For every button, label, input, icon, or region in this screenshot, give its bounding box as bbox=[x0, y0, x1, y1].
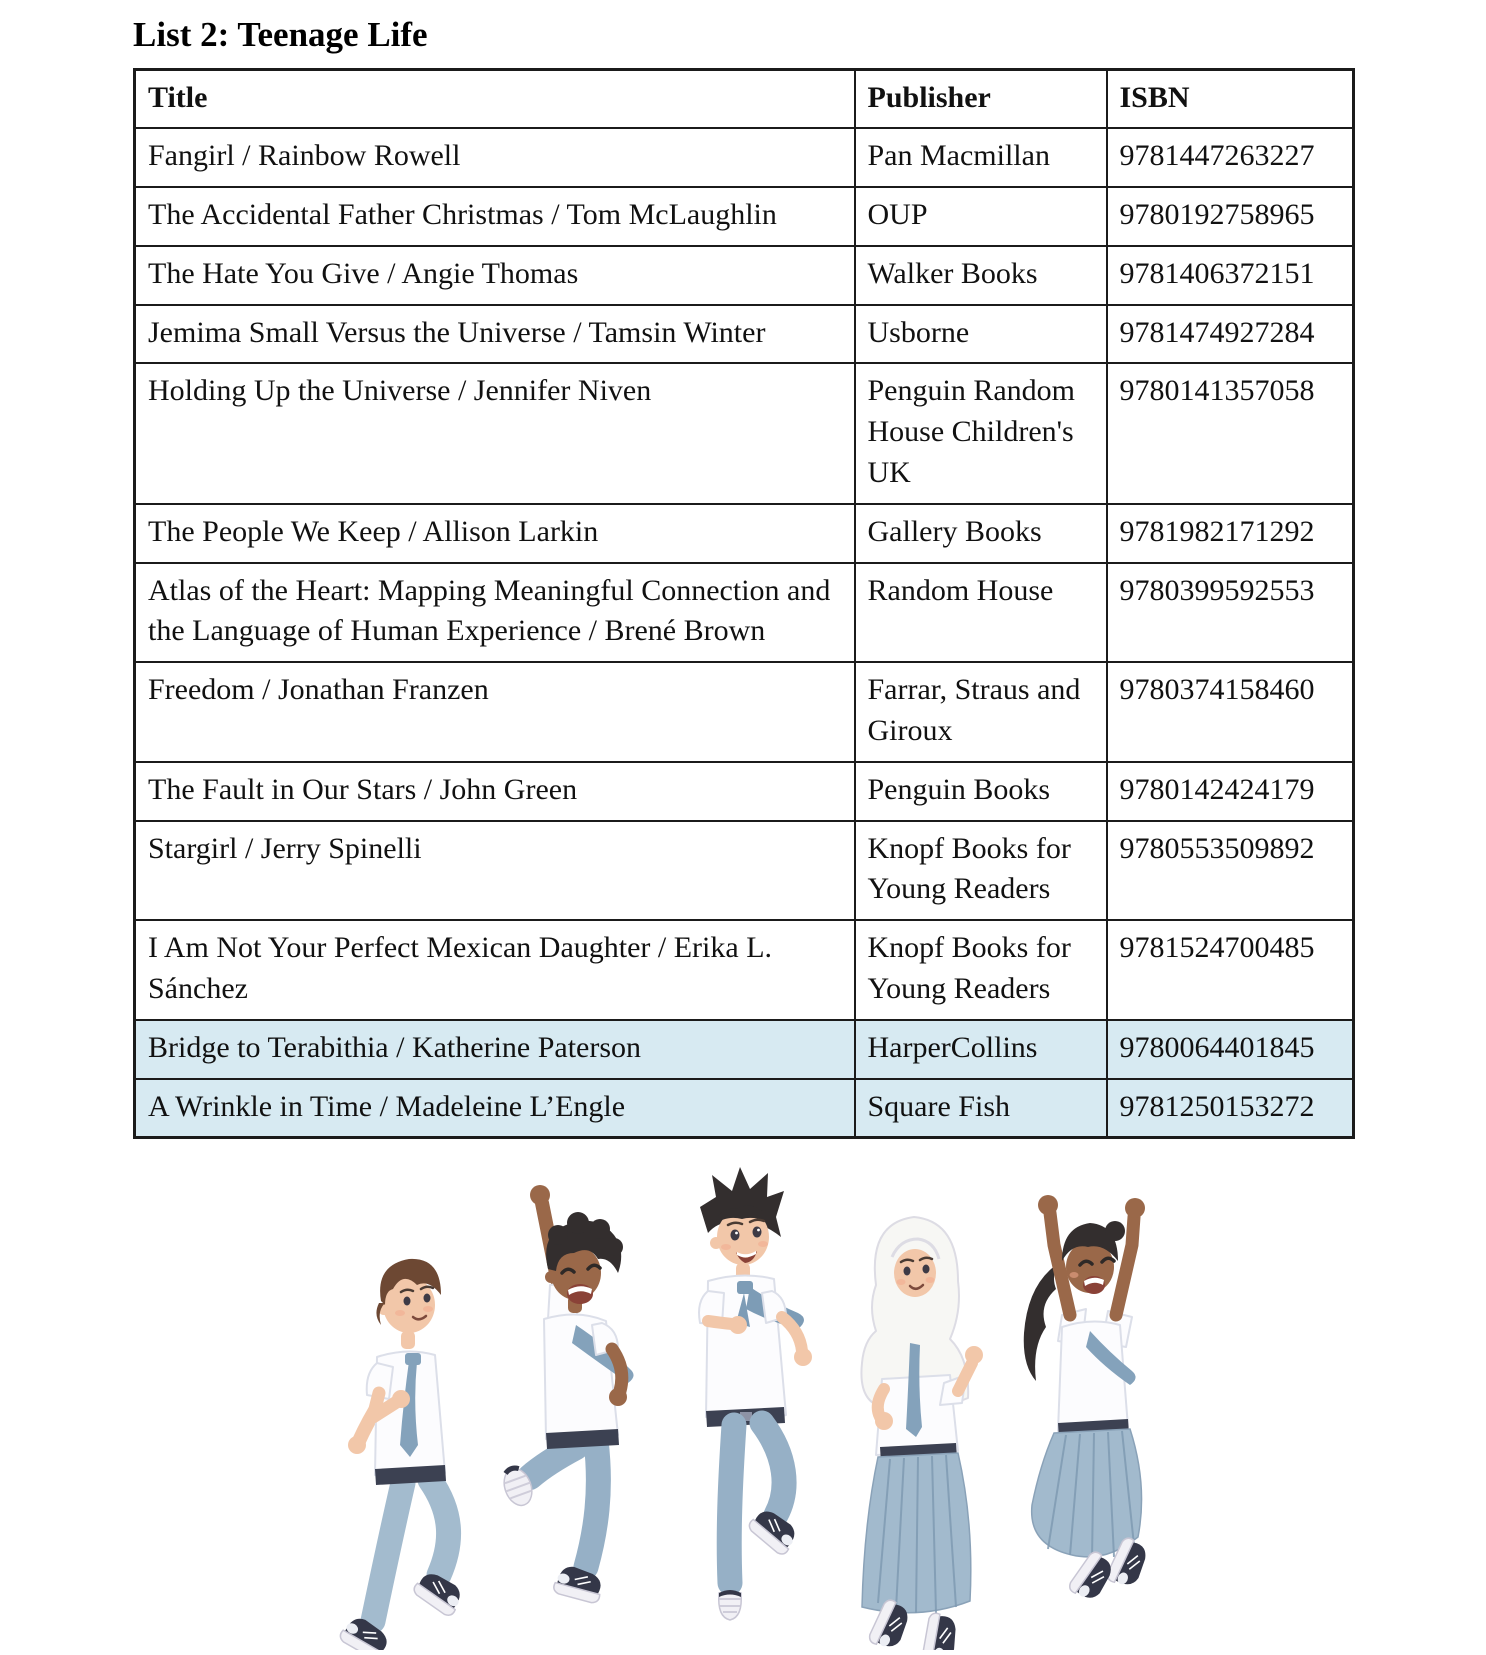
publisher-cell: Square Fish bbox=[855, 1079, 1107, 1138]
book-title-cell: The Fault in Our Stars / John Green bbox=[135, 762, 855, 821]
jumping-students-illustration bbox=[300, 1165, 1160, 1650]
column-header-title: Title bbox=[135, 69, 855, 128]
book-title-cell: The Accidental Father Christmas / Tom McLaughlin bbox=[135, 187, 855, 246]
isbn-cell: 9781250153272 bbox=[1107, 1079, 1354, 1138]
book-title-cell: Jemima Small Versus the Universe / Tamsin Winter bbox=[135, 305, 855, 364]
book-title-cell: Freedom / Jonathan Franzen bbox=[135, 662, 855, 762]
book-title-cell: The Hate You Give / Angie Thomas bbox=[135, 246, 855, 305]
publisher-cell: Knopf Books for Young Readers bbox=[855, 821, 1107, 921]
book-title-cell: Stargirl / Jerry Spinelli bbox=[135, 821, 855, 921]
isbn-cell: 9780399592553 bbox=[1107, 563, 1354, 663]
isbn-cell: 9780141357058 bbox=[1107, 363, 1354, 503]
publisher-cell: OUP bbox=[855, 187, 1107, 246]
book-title-cell: A Wrinkle in Time / Madeleine L’Engle bbox=[135, 1079, 855, 1138]
book-title-cell: The People We Keep / Allison Larkin bbox=[135, 504, 855, 563]
table-row bbox=[135, 821, 1354, 921]
column-header-publisher: Publisher bbox=[855, 69, 1107, 128]
column-header-isbn: ISBN bbox=[1107, 69, 1354, 128]
table-row bbox=[135, 305, 1354, 364]
isbn-cell: 9781474927284 bbox=[1107, 305, 1354, 364]
student-figure-1 bbox=[338, 1259, 467, 1650]
isbn-cell: 9781524700485 bbox=[1107, 920, 1354, 1020]
isbn-cell: 9780142424179 bbox=[1107, 762, 1354, 821]
table-row bbox=[135, 1079, 1354, 1138]
table-row bbox=[135, 187, 1354, 246]
publisher-cell: HarperCollins bbox=[855, 1020, 1107, 1079]
student-figure-4 bbox=[861, 1217, 983, 1650]
book-title-cell: Atlas of the Heart: Mapping Meaningful Connection and the Language of Human Experience / Brené Brown bbox=[135, 563, 855, 663]
publisher-cell: Pan Macmillan bbox=[855, 128, 1107, 187]
table-row bbox=[135, 363, 1354, 503]
publisher-cell: Gallery Books bbox=[855, 504, 1107, 563]
isbn-cell: 9781406372151 bbox=[1107, 246, 1354, 305]
table-row bbox=[135, 920, 1354, 1020]
publisher-cell: Penguin Random House Children's UK bbox=[855, 363, 1107, 503]
table-header-row bbox=[135, 69, 1354, 128]
table-row bbox=[135, 504, 1354, 563]
isbn-cell: 9780374158460 bbox=[1107, 662, 1354, 762]
isbn-cell: 9781982171292 bbox=[1107, 504, 1354, 563]
publisher-cell: Farrar, Straus and Giroux bbox=[855, 662, 1107, 762]
table-row bbox=[135, 762, 1354, 821]
publisher-cell: Usborne bbox=[855, 305, 1107, 364]
student-figure-2 bbox=[499, 1185, 633, 1604]
isbn-cell: 9780553509892 bbox=[1107, 821, 1354, 921]
table-row bbox=[135, 246, 1354, 305]
publisher-cell: Walker Books bbox=[855, 246, 1107, 305]
table-row bbox=[135, 563, 1354, 663]
isbn-cell: 9780192758965 bbox=[1107, 187, 1354, 246]
student-figure-3 bbox=[699, 1167, 812, 1620]
isbn-cell: 9781447263227 bbox=[1107, 128, 1354, 187]
book-title-cell: Fangirl / Rainbow Rowell bbox=[135, 128, 855, 187]
book-title-cell: Holding Up the Universe / Jennifer Niven bbox=[135, 363, 855, 503]
table-row bbox=[135, 128, 1354, 187]
student-figure-5 bbox=[1024, 1195, 1152, 1605]
book-table bbox=[133, 68, 1355, 1140]
jumping-students-svg bbox=[300, 1165, 1160, 1650]
publisher-cell: Knopf Books for Young Readers bbox=[855, 920, 1107, 1020]
book-title-cell: I Am Not Your Perfect Mexican Daughter / Erika L. Sánchez bbox=[135, 920, 855, 1020]
book-title-cell: Bridge to Terabithia / Katherine Paterson bbox=[135, 1020, 855, 1079]
publisher-cell: Random House bbox=[855, 563, 1107, 663]
table-row bbox=[135, 1020, 1354, 1079]
table-row bbox=[135, 662, 1354, 762]
isbn-cell: 9780064401845 bbox=[1107, 1020, 1354, 1079]
book-table-body bbox=[135, 128, 1354, 1138]
publisher-cell: Penguin Books bbox=[855, 762, 1107, 821]
page-title: List 2: Teenage Life bbox=[133, 15, 428, 54]
